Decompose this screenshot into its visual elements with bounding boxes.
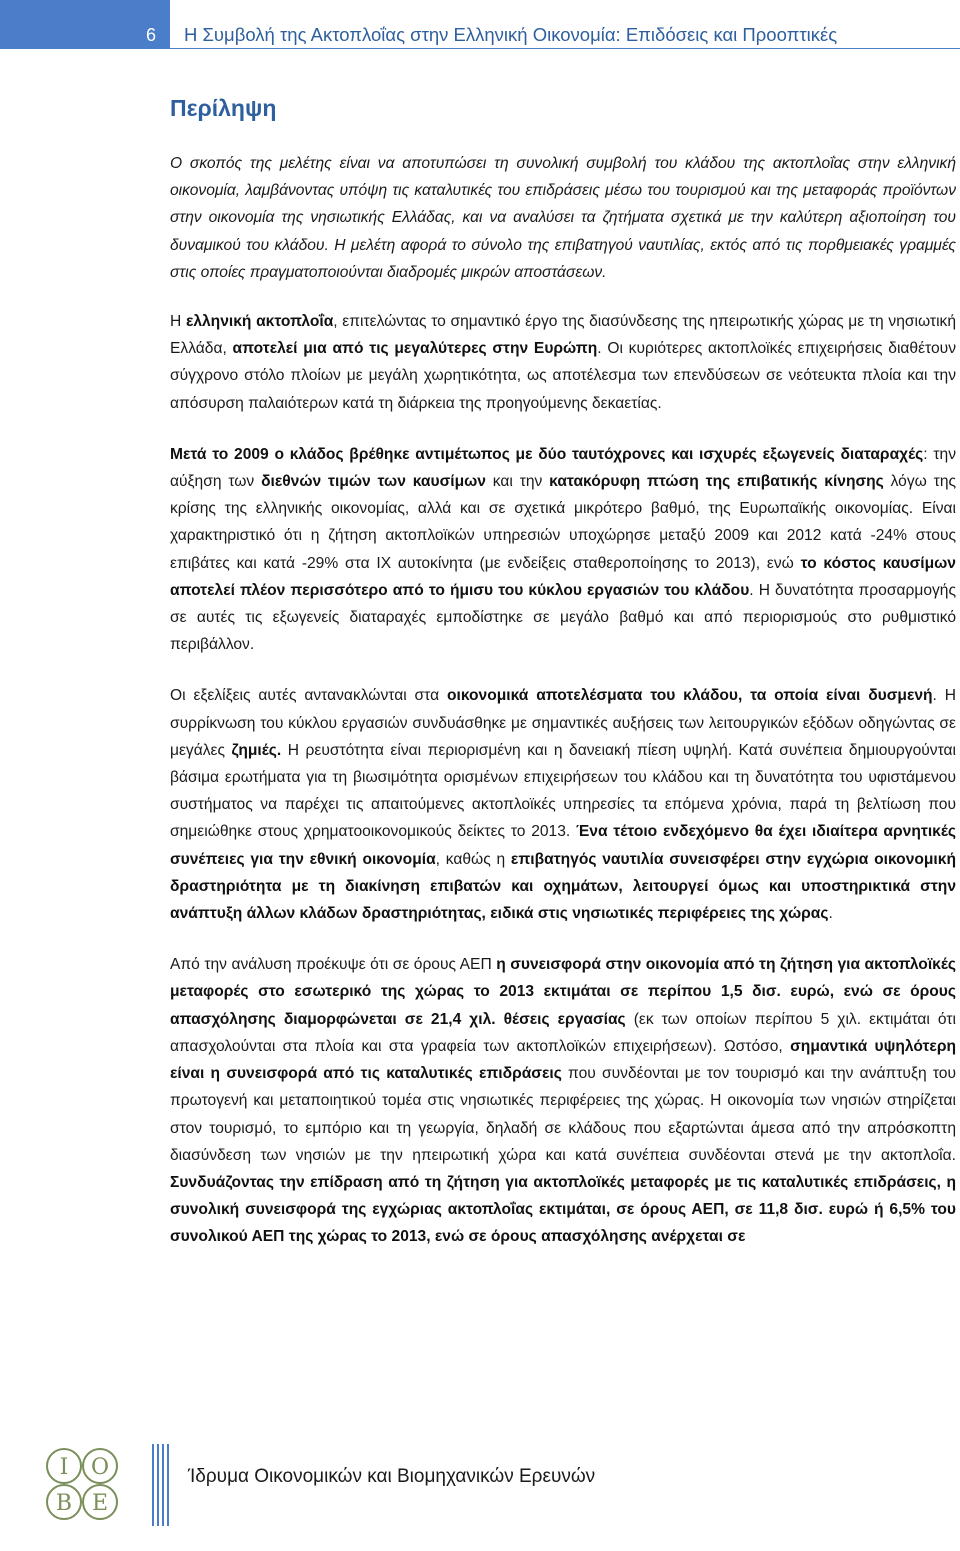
running-title: Η Συμβολή της Ακτοπλοΐας στην Ελληνική Οικονομία: Επιδόσεις και Προοπτικές	[184, 24, 838, 45]
paragraph-3	[170, 441, 956, 659]
text-run: : την αύξηση των	[170, 445, 956, 491]
bold-text-run: η συνεισφορά στην οικονομία από τη ζήτηση για ακτοπλοϊκές μεταφορές στο εσωτερικό της χώρας το 2013 εκτιμάται σε περίπου 1,5 δισ. ευρώ, ενώ σε όρους απασχόλησης διαμορφώνεται σε 21,4 χιλ. θέσεις εργασίας	[170, 956, 956, 1028]
summary-body	[170, 150, 956, 1275]
paragraph-1	[170, 150, 956, 286]
logo-letter-2: Ο	[90, 1455, 110, 1480]
footer-divider	[150, 1444, 172, 1526]
bold-text-run: διεθνών τιμών των καυσίμων	[261, 473, 486, 491]
text-run: . Η δυνατότητα προσαρμογής σε αυτές τις εξωγενείς διαταραχές εμποδίστηκε σε μεγάλο βαθμό και από περιορισμούς στο ρυθμιστικό περιβάλλον.	[170, 581, 956, 654]
section-title: Περίληψη	[170, 95, 277, 121]
page-number-box	[0, 0, 170, 49]
text-run: . Η συρρίκνωση του κύκλου εργασιών συνδυάσθηκε με σημαντικές αυξήσεις των λειτουργικών εξόδων οδηγώντας σε μεγάλες	[170, 687, 956, 759]
page-number: 6	[146, 25, 157, 45]
bold-text-run: Μετά το 2009 ο κλάδος βρέθηκε αντιμέτωπος με δύο ταυτόχρονες και ισχυρές εξωγενείς διαταραχές	[170, 445, 924, 463]
bold-text-run: το κόστος καυσίμων αποτελεί πλέον περισσότερο από το ήμισυ του κύκλου εργασιών του κλάδου	[170, 554, 956, 599]
paragraph-4	[170, 682, 956, 927]
text-run: Η	[170, 313, 186, 331]
bold-text-run: αποτελεί μια από τις μεγαλύτερες στην Ευρώπη	[232, 340, 598, 358]
page-footer	[0, 1430, 960, 1551]
logo-letter-4: Ε	[91, 1491, 109, 1516]
text-run: , επιτελώντας το σημαντικό έργο της διασύνδεσης της ηπειρωτικής χώρας με τη νησιωτική Ελλάδα,	[170, 313, 956, 358]
iobe-logo	[44, 1446, 120, 1522]
text-run: (εκ των οποίων περίπου 5 χιλ. εκτιμάται ότι απασχολούνται στα πλοία και στα γραφεία των ακτοπλοϊκών επιχειρήσεων). Ωστόσο,	[170, 1010, 957, 1055]
text-run: και την	[485, 473, 550, 491]
text-run: λόγω της κρίσης της ελληνικής οικονομίας, αλλά και σε σχετικά μικρότερο βαθμό, της Ευρωπαϊκής οικονομίας. Είναι χαρακτηριστικό ότι η ζήτηση ακτοπλοϊκών υπηρεσιών υποχώρησε μεταξύ 2009 και 2012 κατά -24% στους επιβάτες και κατά -29% στα ΙΧ αυτοκίνητα (με ενδείξεις σταθεροποίησης το 2013), ενώ	[170, 473, 957, 572]
logo-letter-1: Ι	[59, 1455, 69, 1480]
bold-text-run: σημαντικά υψηλότερη είναι η συνεισφορά από τις καταλυτικές επιδράσεις	[170, 1037, 957, 1083]
text-run: , καθώς η	[435, 850, 511, 868]
bold-text-run: κατακόρυφη πτώση της επιβατικής κίνησης	[549, 473, 884, 491]
text-run: Οι εξελίξεις αυτές αντανακλώνται στα	[170, 687, 447, 705]
bold-text-run: Συνδυάζοντας την επίδραση από τη ζήτηση για ακτοπλοϊκές μεταφορές με τις καταλυτικές επιδράσεις, η συνολική συνεισφορά της εγχώριας ακτοπλοΐας εκτιμάται, σε όρους ΑΕΠ, σε 11,8 δισ. ευρώ ή 6,5% του συνολικού ΑΕΠ της χώρας το 2013, ενώ σε όρους απασχόλησης ανέρχεται σε	[170, 1173, 956, 1246]
bold-text-run: ζημιές.	[231, 741, 282, 759]
text-run: . Οι κυριότερες ακτοπλοϊκές επιχειρήσεις διαθέτουν σύγχρονο στόλο πλοίων με μεγάλη χωρητικότητα, ως αποτέλεσμα των επενδύσεων σε νεότευκτα πλοία και την απόσυρση παλαιότερων κατά τη διάρκεια της προηγούμενης δεκαετίας.	[170, 340, 956, 412]
organization-name: Ίδρυμα Οικονομικών και Βιομηχανικών Ερευνών	[188, 1466, 596, 1487]
bold-text-run: Ένα τέτοιο ενδεχόμενο θα έχει ιδιαίτερα αρνητικές συνέπειες για την εθνική οικονομία	[170, 823, 956, 868]
bold-text-run: οικονομικά αποτελέσματα του κλάδου, τα οποία είναι δυσμενή	[446, 687, 933, 705]
text-run: που συνδέονται με τον τουρισμό και την ανάπτυξη του πρωτογενή και μεταποιητικού τομέα στις νησιωτικές περιφέρειες της χώρας. Η οικονομία των νησιών στηρίζεται στον τουρισμό, το εμπόριο και τη γεωργία, δηλαδή σε κλάδους που εξαρτώνται άμεσα από την απρόσκοπτη διασύνδεση των νησιών με την ηπειρωτική χώρα και κατά συνέπεια συνδέονται στενά με την ακτοπλοΐα.	[170, 1065, 956, 1164]
text-run: Η ρευστότητα είναι περιορισμένη και η δανειακή πίεση υψηλή. Κατά συνέπεια δημιουργούνται βάσιμα ερωτήματα για τη βιωσιμότητα ορισμένων επιχειρήσεων του κλάδου και τη δυνατότητα του υφιστάμενου συστήματος να παρέχει τις απαιτούμενες ακτοπλοϊκές υπηρεσίες τα επόμενα χρόνια, παρά τη βελτίωση που σημειώθηκε στους χρηματοοικονομικούς δείκτες το 2013.	[170, 741, 956, 841]
bold-text-run: ελληνική ακτοπλοΐα	[185, 313, 334, 331]
paragraph-5	[170, 951, 956, 1250]
text-run: .	[828, 905, 833, 923]
paragraph-2	[170, 308, 956, 417]
bold-text-run: επιβατηγός ναυτιλία συνεισφέρει στην εγχώρια οικονομική δραστηριότητα με τη διακίνηση επιβατών και οχημάτων, λειτουργεί όμως και υποστηρικτικά στην ανάπτυξη άλλων κλάδων δραστηριότητας, ειδικά στις νησιωτικές περιφέρειες της χώρας	[170, 850, 956, 923]
logo-letter-3: Β	[55, 1491, 73, 1516]
header-rule	[0, 48, 960, 49]
text-run: Ο σκοπός της μελέτης είναι να αποτυπώσει τη συνολική συμβολή του κλάδου της ακτοπλοΐας στην ελληνική οικονομία, λαμβάνοντας υπόψη τις καταλυτικές του επιδράσεις μέσω του τουρισμού και της μεταφοράς προϊόντων στην οικονομία της νησιωτικής Ελλάδας, και να αναλύσει τα ζητήματα σχετικά με την καλύτερη αξιοποίηση του δυναμικού του κλάδου. Η μελέτη αφορά το σύνολο της επιβατηγού ναυτιλίας, εκτός από τις πορθμειακές γραμμές στις οποίες πραγματοποιούνται διαδρομές μικρών αποστάσεων.	[170, 155, 956, 281]
page-header	[0, 0, 960, 74]
text-run: Από την ανάλυση προέκυψε ότι σε όρους ΑΕΠ	[170, 956, 497, 974]
